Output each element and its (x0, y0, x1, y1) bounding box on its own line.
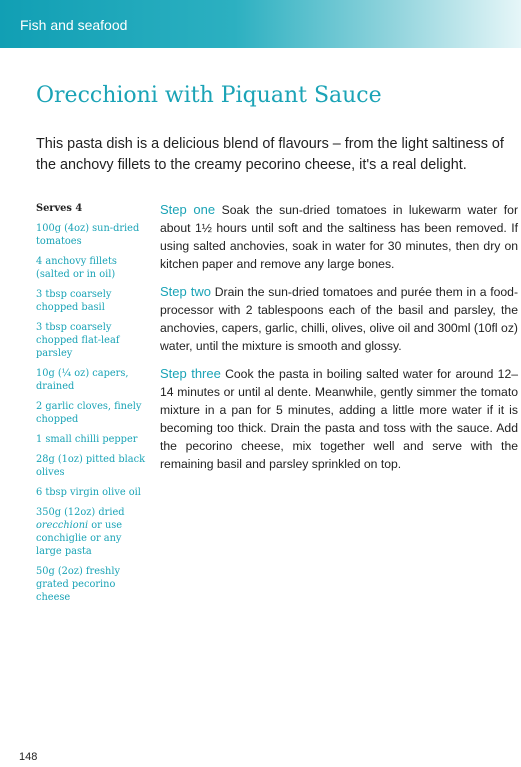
step-text: Drain the sun-dried tomatoes and purée them in a food-processor with 2 tablespoons each of the basil and parsley, the anchovies, capers, garlic, chilli, olives, olive oil and 300ml (10fl oz) water, until the mixture is smooth and glossy. (160, 285, 519, 353)
ingredient-item: 10g (¼ oz) capers, drained (36, 368, 129, 392)
ingredient-item: 1 small chilli pepper (36, 434, 138, 445)
pasta-text-before: 350g (12oz) dried (36, 507, 125, 518)
ingredient-item: 4 anchovy fillets (salted or in oil) (36, 256, 117, 280)
step-label: Step three (160, 366, 221, 381)
step-one (160, 201, 518, 273)
header-band (0, 0, 521, 48)
step-text: Soak the sun-dried tomatoes in lukewarm water for about 1½ hours until soft and the saltiness has been removed. If using salted anchovies, soak in water for 30 minutes, then dry on kitchen paper and remove any large bones. (160, 203, 518, 271)
pasta-text-after: or use conchiglie or any large pasta (36, 520, 123, 557)
step-label: Step one (160, 202, 216, 217)
ingredient-item: 100g (4oz) sun-dried tomatoes (36, 223, 140, 247)
step-label: Step two (160, 284, 211, 299)
page-number: 148 (19, 751, 38, 763)
step-text: Cook the pasta in boiling salted water for around 12–14 minutes or until al dente. Meanwhile, gently simmer the tomato mixture in a pan for 5 minutes, adding a little more water if it is becoming too thick. Drain the pasta and toss with the sauce. Add the pecorino cheese, mix together well and serve with the remaining basil and parsley sprinkled on top. (160, 367, 518, 471)
ingredient-item: 3 tbsp coarsely chopped basil (36, 289, 112, 313)
pasta-name-italic: orecchioni (36, 520, 89, 531)
recipe-title: Orecchioni with Piquant Sauce (36, 83, 382, 108)
method-steps (160, 201, 518, 483)
ingredient-item: 2 garlic cloves, finely chopped (36, 401, 142, 425)
ingredient-item: 50g (2oz) freshly grated pecorino cheese (36, 566, 121, 603)
ingredients-list (36, 202, 146, 611)
section-label: Fish and seafood (20, 17, 128, 33)
step-three (160, 365, 518, 473)
recipe-intro: This pasta dish is a delicious blend of flavours – from the light saltiness of the anchovy fillets to the creamy pecorino cheese, it's a real delight. (36, 136, 504, 173)
ingredient-item: 6 tbsp virgin olive oil (36, 487, 141, 498)
ingredient-item: 3 tbsp coarsely chopped flat-leaf parsley (36, 322, 120, 359)
step-two (160, 283, 518, 355)
serves-label: Serves 4 (36, 203, 83, 214)
ingredient-item-pasta (36, 506, 146, 558)
ingredient-item: 28g (1oz) pitted black olives (36, 454, 146, 478)
